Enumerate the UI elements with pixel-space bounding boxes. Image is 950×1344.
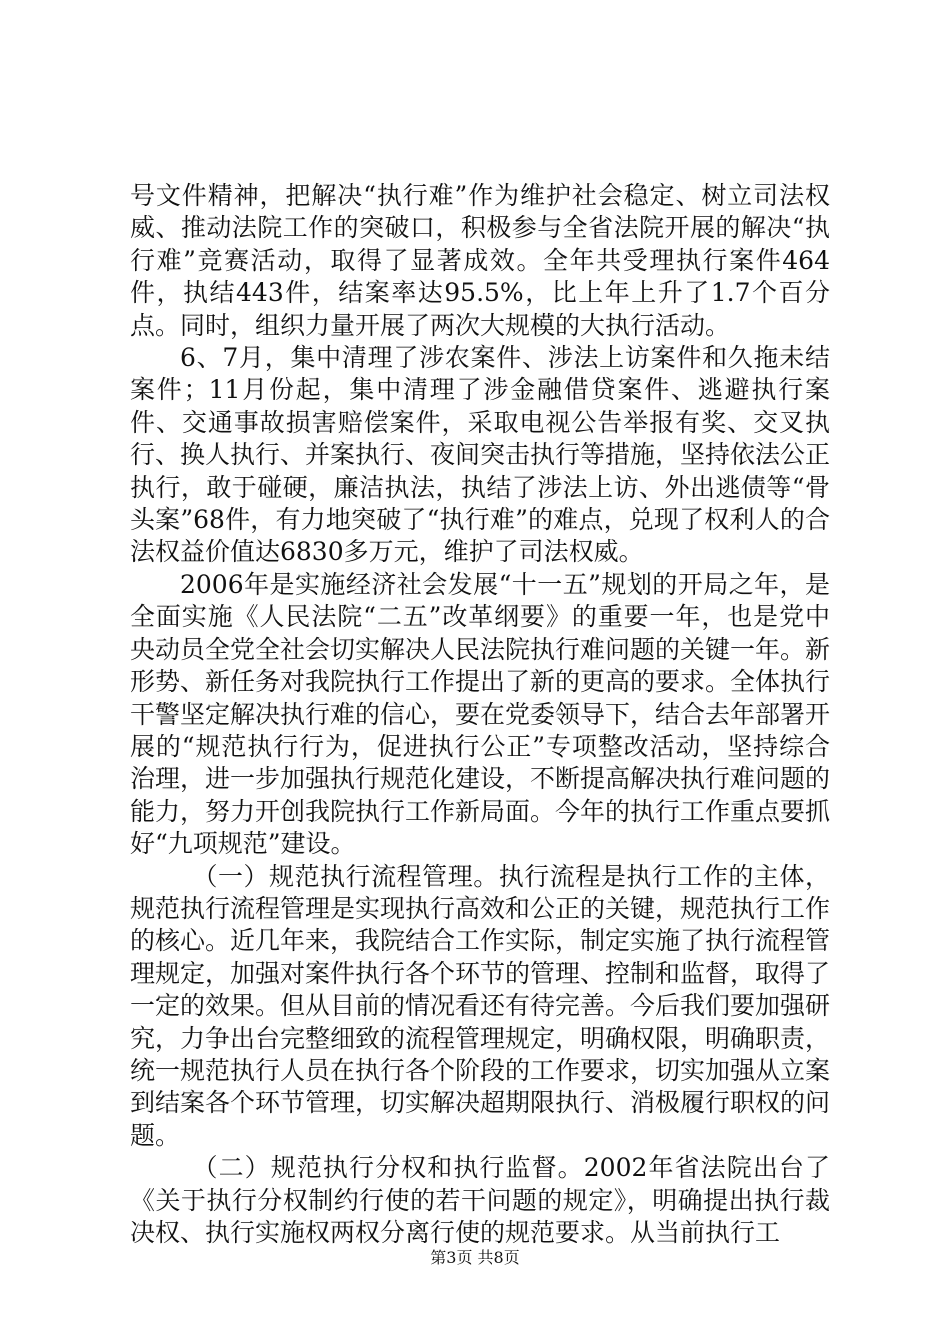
paragraph-section-one: （一）规范执行流程管理。执行流程是执行工作的主体，规范执行流程管理是实现执行高效和公正的关键，规范执行工作的核心。近几年来，我院结合工作实际，制定实施了执行流程管理规定，加强对案件执行各个环节的管理、控制和监督，取得了一定的效果。但从目前的情况看还有待完善。今后我们要加强研究，力争出台完整细致的流程管理规定，明确权限，明确职责，统一规范执行人员在执行各个阶段的工作要求，切实加强从立案到结案各个环节管理，切实解决超期限执行、消极履行职权的问题。 xyxy=(130,861,831,1150)
paragraph-continuation: 号文件精神，把解决“执行难”作为维护社会稳定、树立司法权威、推动法院工作的突破口，积极参与全省法院开展的解决“执行难”竞赛活动，取得了显著成效。全年共受理执行案件464件，执结443件，结案率达95.5%，比上年上升了1.7个百分点。同时，组织力量开展了两次大规模的大执行活动。 xyxy=(130,181,830,340)
document-body xyxy=(130,180,830,1249)
paragraph-2006-plan: 2006年是实施经济社会发展“十一五”规划的开局之年，是全面实施《人民法院“二五”改革纲要》的重要一年，也是党中央动员全党全社会切实解决人民法院执行难问题的关键一年。新形势、新任务对我院执行工作提出了新的更高的要求。全体执行干警坚定解决执行难的信心，要在党委领导下，结合去年部署开展的“规范执行行为，促进执行公正”专项整改活动，坚持综合治理，进一步加强执行规范化建设，不断提高解决执行难问题的能力，努力开创我院执行工作新局面。今年的执行工作重点要抓好“九项规范”建设。 xyxy=(130,569,831,859)
paragraph-execution-campaign: 6、7月，集中清理了涉农案件、涉法上访案件和久拖未结案件；11月份起，集中清理了涉金融借贷案件、逃避执行案件、交通事故损害赔偿案件，采取电视公告举报有奖、交叉执行、换人执行、并案执行、夜间突击执行等措施，坚持依法公正执行，敢于碰硬，廉洁执法，执结了涉法上访、外出逃债等“骨头案”68件，有力地突破了“执行难”的难点，兑现了权利人的合法权益价值达6830多万元，维护了司法权威。 xyxy=(130,343,831,567)
paragraph-section-two: （二）规范执行分权和执行监督。2002年省法院出台了《关于执行分权制约行使的若干问题的规定》，明确提出执行裁决权、执行实施权两权分离行使的规范要求。从当前执行工 xyxy=(130,1153,830,1247)
page-number-footer: 第3页 共8页 xyxy=(430,1248,520,1267)
